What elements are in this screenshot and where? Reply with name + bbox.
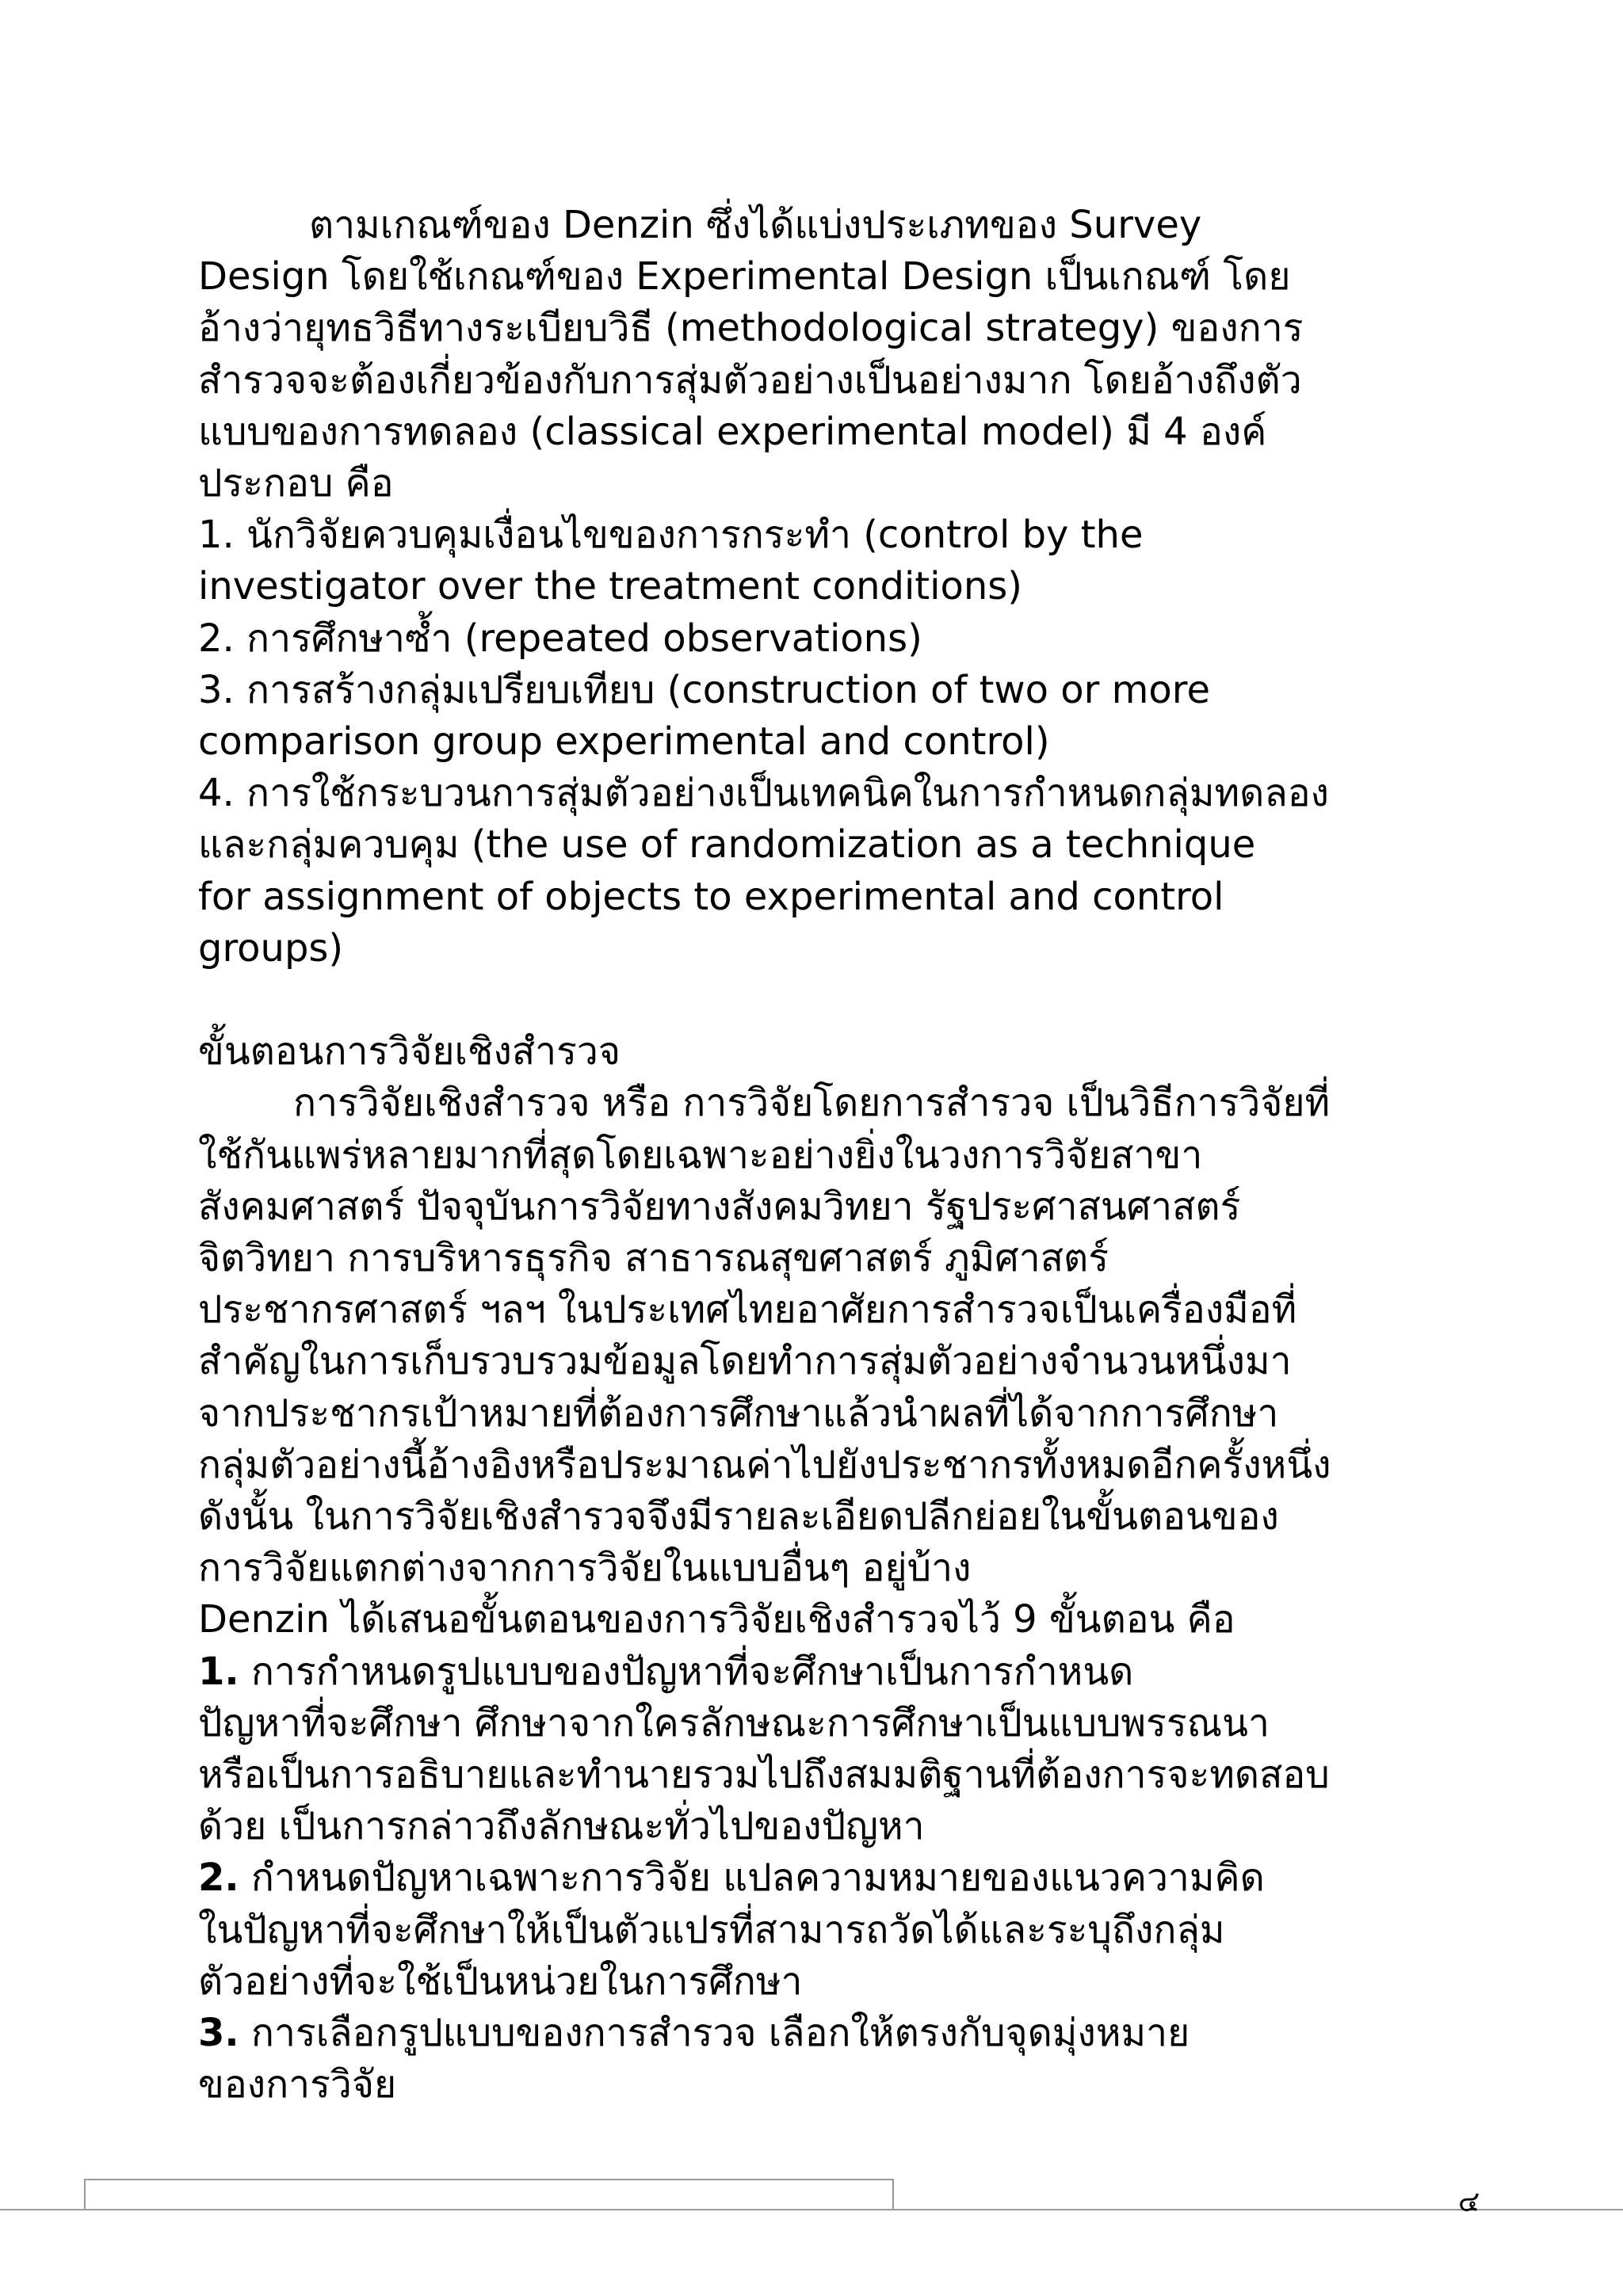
step-line <box>198 2008 1434 2059</box>
step-text: การเลือกรูปแบบของการสำรวจ เลือกให้ตรงกับจุดมุ่งหมาย <box>239 2011 1190 2056</box>
text-line: ประกอบ คือ <box>198 461 394 506</box>
body-text <box>198 200 1434 2111</box>
text-line: จิตวิทยา การบริหารธุรกิจ สาธารณสุขศาสตร์ ภูมิศาสตร์ <box>198 1236 1109 1281</box>
text-line: ดังนั้น ในการวิจัยเชิงสำรวจจึงมีรายละเอียดปลีกย่อยในขั้นตอนของ <box>198 1494 1279 1539</box>
text-line: แบบของการทดลอง (classical experimental model) มี 4 องค์ <box>198 409 1267 454</box>
text-line: จากประชากรเป้าหมายที่ต้องการศึกษาแล้วนำผลที่ได้จากการศึกษา <box>198 1390 1279 1436</box>
page-number: ๔ <box>1458 2186 1480 2218</box>
text-line: ใช้กันแพร่หลายมากที่สุดโดยเฉพาะอย่างยิ่งในวงการวิจัยสาขา <box>198 1132 1203 1177</box>
step-number: 1. <box>198 1649 239 1694</box>
list-item-line: 1. นักวิจัยควบคุมเงื่อนไขของการกระทำ (control by the <box>198 513 1144 558</box>
text-line: อ้างว่ายุทธวิธีทางระเบียบวิธี (methodological strategy) ของการ <box>198 306 1304 351</box>
step-line <box>198 1852 1434 1904</box>
text-line: ตามเกณฑ์ของ Denzin ซึ่งได้แบ่งประเภทของ Survey <box>309 203 1202 247</box>
list-item-line: comparison group experimental and control) <box>198 719 1050 765</box>
step-line: ในปัญหาที่จะศึกษาให้เป็นตัวแปรที่สามารถวัดได้และระบุถึงกลุ่ม <box>198 1907 1225 1952</box>
step-line: ของการวิจัย <box>198 2062 397 2107</box>
text-line: สำคัญในการเก็บรวบรวมข้อมูลโดยทำการสุ่มตัวอย่างจำนวนหนึ่งมา <box>198 1339 1292 1384</box>
step-text: กำหนดปัญหาเฉพาะการวิจัย แปลความหมายของแนวความคิด <box>239 1855 1265 1901</box>
text-line: ประชากรศาสตร์ ฯลฯ ในประเทศไทยอาศัยการสำรวจเป็นเครื่องมือที่ <box>198 1287 1297 1333</box>
text-line: การวิจัยแตกต่างจากการวิจัยในแบบอื่นๆ อยู่บ้าง <box>198 1546 972 1591</box>
list-item-line: groups) <box>198 925 344 971</box>
step-line: ปัญหาที่จะศึกษา ศึกษาจากใครลักษณะการศึกษาเป็นแบบพรรณนา <box>198 1700 1270 1745</box>
step-line: หรือเป็นการอธิบายและทำนายรวมไปถึงสมมติฐานที่ต้องการจะทดสอบ <box>198 1753 1330 1798</box>
footer-tab <box>84 2179 894 2209</box>
step-line: ตัวอย่างที่จะใช้เป็นหน่วยในการศึกษา <box>198 1958 803 2004</box>
blank-line <box>198 974 1434 1026</box>
text-line: กลุ่มตัวอย่างนี้อ้างอิงหรือประมาณค่าไปยังประชากรทั้งหมดอีกครั้งหนึ่ง <box>198 1442 1331 1487</box>
list-item-line: 4. การใช้กระบวนการสุ่มตัวอย่างเป็นเทคนิคในการกำหนดกลุ่มทดลอง <box>198 771 1329 816</box>
text-line: สังคมศาสตร์ ปัจจุบันการวิจัยทางสังคมวิทยา รัฐประศาสนศาสตร์ <box>198 1184 1241 1229</box>
text-line: Denzin ได้เสนอขั้นตอนของการวิจัยเชิงสำรวจไว้ 9 ขั้นตอน คือ <box>198 1597 1235 1642</box>
step-number: 2. <box>198 1855 239 1901</box>
text-line: การวิจัยเชิงสำรวจ หรือ การวิจัยโดยการสำรวจ เป็นวิธีการวิจัยที่ <box>293 1081 1331 1126</box>
list-item-line: investigator over the treatment conditions) <box>198 564 1022 609</box>
section-heading: ขั้นตอนการวิจัยเชิงสำรวจ <box>198 1029 621 1074</box>
list-item-line: for assignment of objects to experimental and control <box>198 874 1224 919</box>
step-line <box>198 1646 1434 1698</box>
list-item-line: 3. การสร้างกลุ่มเปรียบเทียบ (construction of two or more <box>198 667 1210 712</box>
step-line: ด้วย เป็นการกล่าวถึงลักษณะทั่วไปของปัญหา <box>198 1804 925 1849</box>
step-text: การกำหนดรูปแบบของปัญหาที่จะศึกษาเป็นการกำหนด <box>239 1649 1134 1694</box>
step-number: 3. <box>198 2011 239 2056</box>
list-item-line: 2. การศึกษาซ้ำ (repeated observations) <box>198 616 922 661</box>
footer-divider <box>0 2209 1623 2210</box>
text-line: Design โดยใช้เกณฑ์ของ Experimental Design เป็นเกณฑ์ โดย <box>198 254 1291 299</box>
text-line: สำรวจจะต้องเกี่ยวข้องกับการสุ่มตัวอย่างเป็นอย่างมาก โดยอ้างถึงตัว <box>198 357 1302 402</box>
list-item-line: และกลุ่มควบคุม (the use of randomization as a technique <box>198 822 1256 868</box>
